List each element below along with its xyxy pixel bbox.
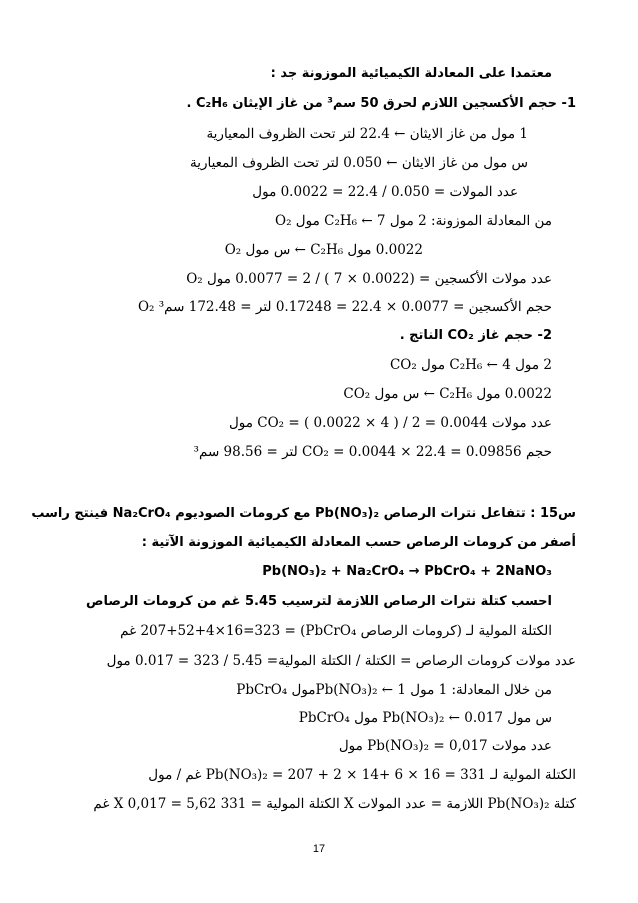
chemical-equation: Pb(NO₃)₂ + Na₂CrO₄ → PbCrO₄ + 2NaNO₃ — [262, 564, 552, 579]
text-line: 0.0022 مول C₂H₆ ← س مول CO₂ — [343, 386, 552, 402]
text-line: عدد مولات الأكسجين = (0.0022 × 7 ) / 2 = 0.0077 مول O₂ — [186, 271, 552, 287]
text-line: عدد مولات كرومات الرصاص = الكتلة / الكتلة المولية= 5.45 / 323 = 0.017 مول — [106, 653, 576, 669]
text-line: عدد مولات CO₂ = ( 0.0022 × 4 ) / 2 = 0.0044 مول — [228, 415, 552, 431]
text-line: 0.0022 مول C₂H₆ ← س مول O₂ — [224, 242, 423, 258]
question-1-heading: 1- حجم الأكسجين اللازم لحرق 50 سم³ من غاز الإيثان C₂H₆ . — [186, 96, 576, 111]
text-line: 2 مول C₂H₆ ← 4 مول CO₂ — [389, 357, 552, 373]
question-2-heading: 2- حجم غاز CO₂ الناتج . — [399, 328, 552, 343]
calculation-task: احسب كتلة نترات الرصاص اللازمة لترسيب 5.45 غم من كرومات الرصاص — [85, 594, 552, 609]
text-line: س مول من غاز الايثان ← 0.050 لتر تحت الظروف المعيارية — [189, 155, 528, 171]
question-15-continued: أصفر من كرومات الرصاص حسب المعادلة الكيميائية الموزونة الآتية : — [141, 535, 576, 550]
text-line: كتلة Pb(NO₃)₂ اللازمة = عدد المولات X الكتلة المولية = 331 X 0,017 = 5,62 غم — [93, 796, 576, 812]
text-line: عدد مولات Pb(NO₃)₂ = 0,017 مول — [338, 738, 552, 754]
intro-line: معتمدا على المعادلة الكيميائية الموزونة جد : — [270, 66, 552, 81]
text-line: س مول Pb(NO₃)₂ ← 0.017 مول PbCrO₄ — [298, 710, 552, 726]
text-line: حجم CO₂ = 0.0044 × 22.4 = 0.09856 لتر = 98.56 سم³ — [193, 444, 552, 460]
text-line: حجم الأكسجين = 0.0077 × 22.4 = 0.17248 لتر = 172.48 سم³ O₂ — [137, 299, 552, 315]
text-line: عدد المولات = 0.050 / 22.4 = 0.0022 مول — [252, 184, 518, 200]
text-line: من المعادلة الموزونة: 2 مول C₂H₆ ← 7 مول O₂ — [275, 213, 552, 229]
text-line: الكتلة المولية لـ (كرومات الرصاص PbCrO₄) = 207+52+4×16=323 غم — [120, 623, 552, 639]
question-15-heading: س15 : تتفاعل نترات الرصاص Pb(NO₃)₂ مع كرومات الصوديوم Na₂CrO₄ فينتج راسب — [31, 506, 576, 521]
page-number: 17 — [312, 843, 326, 855]
text-line: الكتلة المولية لـ Pb(NO₃)₂ = 207 + 2 × 14+ 6 × 16 = 331 غم / مول — [148, 767, 576, 783]
text-line: من خلال المعادلة: 1 مول Pb(NO₃)₂ ← 1مول PbCrO₄ — [236, 682, 552, 698]
text-line: 1 مول من غاز الايثان ← 22.4 لتر تحت الظروف المعيارية — [206, 126, 528, 142]
